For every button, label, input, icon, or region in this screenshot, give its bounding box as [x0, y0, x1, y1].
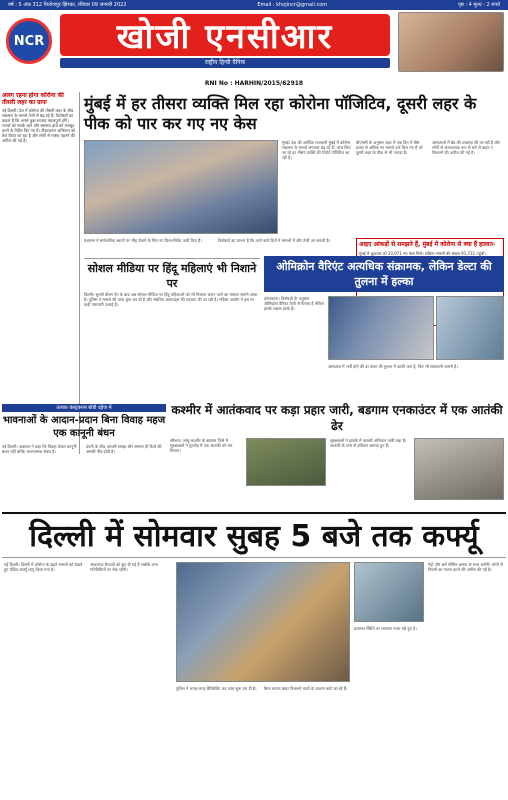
left-column-body: नई दिल्ली। देश में कोरोना की तीसरी लहर के बीच संक्रमण के मामले तेजी से बढ़ रहे हैं। विशेषज्ञों का कहना है कि अगले कुछ सप्ताह महत्वपूर्ण होंगे। राज्यों को सतर्क रहने और स्वास्थ्य ढांचे को मजबूत करने के निर्देश दिए गए हैं। टीकाकरण अभियान को तेज किया जा रहा है और लोगों से मास्क पहनने की अपील की गई है।: [2, 108, 76, 143]
section-bar: तलाक कंस्ट्रक्शन बॉडी दहेज में: [2, 404, 166, 412]
curfew-photo-2: [354, 562, 424, 622]
omicron-photo: [328, 296, 434, 360]
curfew-photo: [176, 562, 350, 682]
top-info-strip: [0, 0, 508, 10]
kashmir-text-a: श्रीनगर। जम्मू-कश्मीर के बडगाम जिले में सुरक्षाबलों ने मुठभेड़ में एक आतंकी को मार गिराया।: [170, 438, 233, 453]
curfew-text-a: नई दिल्ली। दिल्ली में कोरोना के बढ़ते मामलों को देखते हुए वीकेंड कर्फ्यू लागू किया गया है।: [4, 562, 83, 572]
lead-text-d: प्रशासन ने सार्वजनिक स्थानों पर भीड़ रोकने के लिए नए दिशा-निर्देश जारी किए हैं।: [84, 238, 202, 243]
lead-text-c: अस्पतालों में बेड की व्यवस्था की जा रही है और लोगों से अनावश्यक रूप से घरों से बाहर न निकलने की अपील की गई है।: [432, 140, 501, 155]
omicron-text-b: अस्पताल में भर्ती होने की दर डेल्टा की तुलना में काफी कम है, फिर भी सावधानी जरूरी है।: [328, 364, 458, 369]
covid-box-body: मुंबई में शुक्रवार को 20,971 नए केस मिले। सक्रिय मामलों की संख्या 91,731 पहुंची।: [359, 251, 486, 256]
covid-box-title: आइए आंकड़ों से समझते हैं, मुंबई में कोरोना से क्या हैं हालात-: [359, 241, 496, 248]
tagline: राष्ट्रीय हिन्दी दैनिक: [60, 58, 390, 68]
curfew-text-f: प्रशासन स्थिति पर लगातार नजर रखे हुए है।: [354, 626, 417, 631]
kashmir-headline: कश्मीर में आतंकवाद पर कड़ा प्रहार जारी, बडगाम एनकाउंटर में एक आतंकी ढेर: [171, 403, 503, 433]
lead-text-a: मुंबई। देश की आर्थिक राजधानी मुंबई में कोरोना संक्रमण के मामले लगातार बढ़ रहे हैं। जांच किए जा रहे हर तीसरे व्यक्ति की रिपोर्ट पॉजिटिव आ रही है।: [282, 140, 351, 160]
price-info: पृष्ठ : 4 मूल्य : 2 रुपये: [458, 2, 500, 8]
lead-text-b: बीएमसी के अनुसार शहर में एक दिन में बीस हजार से अधिक नए मामले दर्ज किए गए हैं जो दूसरी लहर के पीक से भी ज्यादा हैं।: [356, 140, 423, 155]
masthead-photo: [398, 12, 504, 72]
kashmir-photo: [246, 438, 326, 486]
left-column-story: [2, 92, 80, 454]
omicron-photo-2: [436, 296, 504, 360]
marriage-headline: भावनाओं के आदान-प्रदान बिना विवाह महज एक कानूनी बंधन: [2, 415, 166, 439]
kashmir-text-b: सुरक्षाबलों ने इलाके में तलाशी अभियान जारी रखा है। आतंकी के पास से हथियार बरामद हुए हैं।: [330, 438, 407, 448]
left-column-title: अलग रहना होगा कोरोना की तीसरी लहर का ग्राफ: [2, 92, 64, 106]
curfew-text-c: पुलिस ने जगह-जगह बैरिकेडिंग कर जांच शुरू कर दी है।: [176, 686, 257, 691]
social-media-text: दिल्ली। सुल्ली डील्स ऐप के बाद अब सोशल मीडिया पर हिंदू महिलाओं को भी निशाना बनाए जाने का मामला सामने आया है। पुलिस ने मामले की जांच शुरू कर दी है और संबंधित अकाउंट्स की पहचान की जा रही है। महिला आयोग ने इस पर कड़ी नाराजगी जताई है।: [84, 292, 258, 307]
lead-headline: मुंबई में हर तीसरा व्यक्ति मिल रहा कोरोना पॉजिटिव, दूसरी लहर के पीक को पार कर गए नए केस: [84, 94, 477, 133]
email-info: Email : khojincr@gmail.com: [257, 2, 328, 8]
lead-text-e: विशेषज्ञों का मानना है कि आने वाले दिनों में मामलों में और तेजी आ सकती है।: [218, 238, 331, 243]
omicron-text-a: कोलकाता। विशेषज्ञों के अनुसार ओमिक्रोन वैरिएंट तेजी से फैलता है लेकिन इसके लक्षण हल्के हैं।: [264, 296, 324, 311]
omicron-headline: ओमिक्रोन वैरिएंट अत्यधिक संक्रामक, लेकिन डेल्टा की तुलना में हल्का: [264, 256, 504, 292]
rni-number: RNI No : HARHIN/2015/62918: [204, 80, 304, 87]
ncr-logo: NCR: [6, 18, 52, 64]
social-media-headline: सोशल मीडिया पर हिंदू महिलाएं भी निशाने पर: [84, 258, 260, 291]
newspaper-title: खोजी एनसीआर: [60, 14, 390, 56]
marriage-text-a: नई दिल्ली। अदालत ने कहा कि विवाह केवल कानूनी बंधन नहीं बल्कि भावनात्मक संबंध है।: [2, 444, 77, 454]
lead-photo: [84, 140, 278, 234]
curfew-text-d: बिना कारण बाहर निकलने वालों के चालान काटे जा रहे हैं।: [264, 686, 348, 691]
issue-info: वर्ष : 5 अंक 312 फिरोजपुर झिरका, रविवार 09 जनवरी 2022: [8, 2, 127, 8]
marriage-text-b: दंपती के बीच आपसी समझ और सम्मान ही रिश्ते की असली नींव होती है।: [86, 444, 162, 454]
curfew-text-e: मेट्रो और बसें सीमित क्षमता के साथ चलेंगी। लोगों से नियमों का पालन करने की अपील की गई है।: [428, 562, 503, 572]
kashmir-photo-2: [414, 438, 504, 500]
curfew-headline: दिल्ली में सोमवार सुबह 5 बजे तक कर्फ्यू: [2, 512, 506, 558]
curfew-text-b: आवश्यक सेवाओं को छूट दी गई है जबकि अन्य गतिविधियों पर रोक रहेगी।: [90, 562, 158, 572]
